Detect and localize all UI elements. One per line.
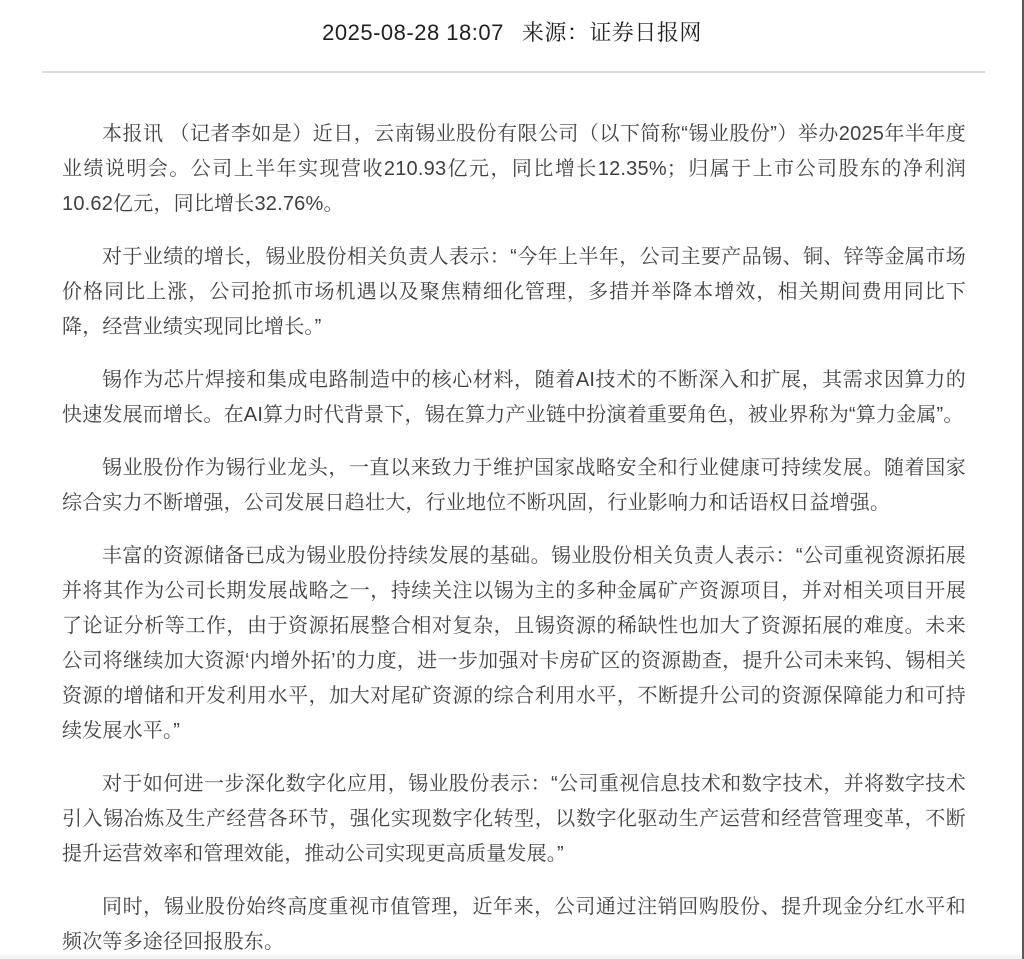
publish-datetime: 2025-08-28 18:07: [322, 20, 504, 45]
article-paragraph: 锡作为芯片焊接和集成电路制造中的核心材料，随着AI技术的不断深入和扩展，其需求因算力的快速发展而增长。在AI算力时代背景下，锡在算力产业链中扮演着重要角色，被业界称为“算力金属”。: [62, 369, 966, 426]
article-meta-header: [0, 0, 1024, 47]
article-paragraph: 锡业股份作为锡行业龙头，一直以来致力于维护国家战略安全和行业健康可持续发展。随着国家综合实力不断增强，公司发展日趋壮大，行业地位不断巩固，行业影响力和话语权日益增强。: [62, 457, 966, 514]
article-paragraph: 对于如何进一步深化数字化应用，锡业股份表示：“公司重视信息技术和数字技术，并将数字技术引入锡冶炼及生产经营各环节，强化实现数字化转型，以数字化驱动生产运营和经营管理变革，不断提升运营效率和管理效能，推动公司实现更高质量发展。”: [62, 773, 966, 865]
article-paragraph: 同时，锡业股份始终高度重视市值管理，近年来，公司通过注销回购股份、提升现金分红水平和频次等多途径回报股东。: [62, 896, 966, 953]
next-section-edge: [0, 955, 1024, 959]
source-label: 来源：证券日报网: [521, 20, 702, 45]
article-paragraph: 对于业绩的增长，锡业股份相关负责人表示：“今年上半年，公司主要产品锡、铜、锌等金属市场价格同比上涨，公司抢抓市场机遇以及聚焦精细化管理，多措并举降本增效，相关期间费用同比下降，经营业绩实现同比增长。”: [62, 246, 966, 338]
article-paragraph: 本报讯 （记者李如是）近日，云南锡业股份有限公司（以下简称“锡业股份”）举办2025年半年度业绩说明会。公司上半年实现营收210.93亿元，同比增长12.35%；归属于上市公司股东的净利润10.62亿元，同比增长32.76%。: [62, 123, 966, 215]
article-body: [62, 73, 966, 959]
article-paragraph: 丰富的资源储备已成为锡业股份持续发展的基础。锡业股份相关负责人表示：“公司重视资源拓展并将其作为公司长期发展战略之一，持续关注以锡为主的多种金属矿产资源项目，并对相关项目开展了论证分析等工作，由于资源拓展整合相对复杂，且锡资源的稀缺性也加大了资源拓展的难度。未来公司将继续加大资源‘内增外拓’的力度，进一步加强对卡房矿区的资源勘查，提升公司未来钨、锡相关资源的增储和开发利用水平，加大对尾矿资源的综合利用水平，不断提升公司的资源保障能力和可持续发展水平。”: [62, 545, 966, 742]
